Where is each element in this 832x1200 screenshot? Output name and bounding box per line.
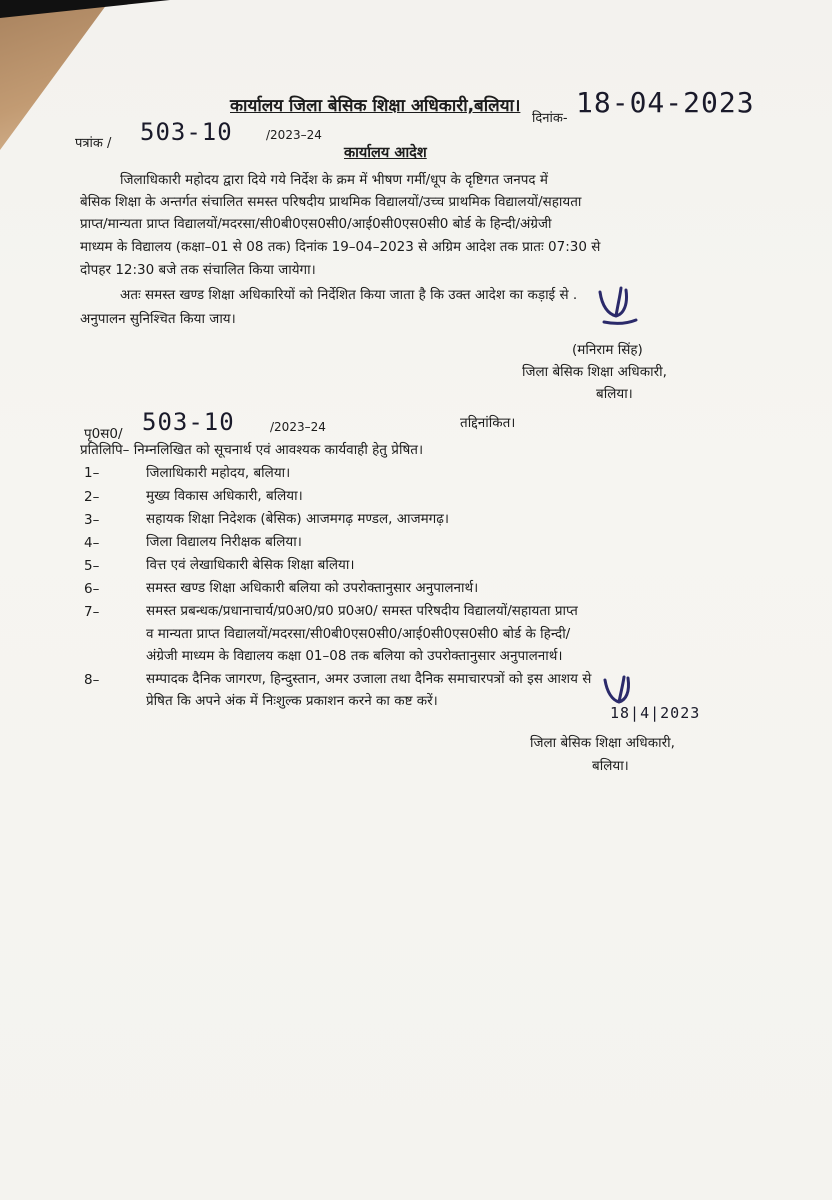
paragraph-line: बेसिक शिक्षा के अन्तर्गत संचालित समस्त परिषदीय प्राथमिक विद्यालयों/उच्च प्राथमिक विद्यालयों/सहायता bbox=[80, 194, 582, 210]
list-item-number: 3– bbox=[84, 512, 100, 528]
paragraph-line: अतः समस्त खण्ड शिक्षा अधिकारियों को निर्देशित किया जाता है कि उक्त आदेश का कड़ाई से . bbox=[120, 287, 578, 303]
date-label: दिनांक- bbox=[532, 111, 568, 126]
handwritten-date: 18-04-2023 bbox=[576, 86, 755, 119]
list-item-number: 5– bbox=[84, 558, 100, 574]
copy-ref-year: /2023–24 bbox=[270, 420, 326, 434]
paragraph-line: अनुपालन सुनिश्चित किया जाय। bbox=[80, 311, 236, 327]
list-item-text: अंग्रेजी माध्यम के विद्यालय कक्षा 01–08 तक बलिया को उपरोक्तानुसार अनुपालनार्थ। bbox=[146, 648, 563, 664]
copy-ref-label: पृ0स0/ bbox=[84, 426, 123, 442]
list-item-number: 2– bbox=[84, 489, 100, 505]
list-item-text: मुख्य विकास अधिकारी, बलिया। bbox=[146, 488, 303, 504]
paragraph-line: दोपहर 12:30 बजे तक संचालित किया जायेगा। bbox=[80, 262, 316, 278]
ref-label: पत्रांक / bbox=[75, 136, 112, 151]
office-heading: कार्यालय जिला बेसिक शिक्षा अधिकारी,बलिया। bbox=[230, 96, 521, 116]
copy-dated: तद्दिनांकित। bbox=[460, 415, 516, 431]
ref-year: /2023–24 bbox=[266, 128, 322, 142]
list-item-text: सहायक शिक्षा निदेशक (बेसिक) आजमगढ़ मण्डल, आजमगढ़। bbox=[146, 511, 449, 527]
handwritten-sign-date: 18|4|2023 bbox=[610, 704, 701, 722]
list-item-text: समस्त प्रबन्धक/प्रधानाचार्य/प्र0अ0/प्र0 प्र0अ0/ समस्त परिषदीय विद्यालयों/सहायता प्राप्त bbox=[146, 603, 578, 619]
handwritten-ref-number: 503-10 bbox=[140, 118, 233, 146]
signatory-designation: जिला बेसिक शिक्षा अधिकारी, bbox=[522, 364, 667, 380]
list-item-number: 4– bbox=[84, 535, 100, 551]
list-item-text: प्रेषित कि अपने अंक में निःशुल्क प्रकाशन करने का कष्ट करें। bbox=[146, 693, 438, 709]
list-item-number: 8– bbox=[84, 672, 100, 688]
list-item-number: 7– bbox=[84, 604, 100, 620]
copy-intro: प्रतिलिपि– निम्नलिखित को सूचनार्थ एवं आवश्यक कार्यवाही हेतु प्रेषित। bbox=[80, 442, 424, 458]
handwritten-copy-ref-number: 503-10 bbox=[142, 408, 235, 436]
list-item-text: समस्त खण्ड शिक्षा अधिकारी बलिया को उपरोक्तानुसार अनुपालनार्थ। bbox=[146, 580, 479, 596]
list-item-number: 1– bbox=[84, 465, 100, 481]
signatory-designation: जिला बेसिक शिक्षा अधिकारी, bbox=[530, 735, 675, 751]
list-item-text: व मान्यता प्राप्त विद्यालयों/मदरसा/सी0बी0एस0सी0/आई0सी0एस0सी0 बोर्ड के हिन्दी/ bbox=[146, 626, 571, 642]
signatory-place: बलिया। bbox=[596, 386, 633, 402]
signatory-place: बलिया। bbox=[592, 758, 629, 774]
list-item-number: 6– bbox=[84, 581, 100, 597]
list-item-text: सम्पादक दैनिक जागरण, हिन्दुस्तान, अमर उजाला तथा दैनिक समाचारपत्रों को इस आशय से bbox=[146, 671, 592, 687]
folded-corner bbox=[0, 0, 110, 150]
paragraph-line: माध्यम के विद्यालय (कक्षा–01 से 08 तक) दिनांक 19–04–2023 से अग्रिम आदेश तक प्रातः 07:30 से bbox=[80, 239, 601, 255]
list-item-text: जिलाधिकारी महोदय, बलिया। bbox=[146, 465, 291, 481]
signatory-name: (मनिराम सिंह) bbox=[572, 342, 643, 358]
paragraph-line: प्राप्त/मान्यता प्राप्त विद्यालयों/मदरसा/सी0बी0एस0सी0/आई0सी0एस0सी0 बोर्ड के हिन्दी/अंग्रेजी bbox=[80, 216, 552, 232]
paragraph-line: जिलाधिकारी महोदय द्वारा दिये गये निर्देश के क्रम में भीषण गर्मी/धूप के दृष्टिगत जनपद में bbox=[120, 172, 548, 188]
list-item-text: जिला विद्यालय निरीक्षक बलिया। bbox=[146, 534, 302, 550]
order-title: कार्यालय आदेश bbox=[344, 145, 427, 161]
signature-mark bbox=[594, 284, 640, 330]
list-item-text: वित्त एवं लेखाधिकारी बेसिक शिक्षा बलिया। bbox=[146, 557, 355, 573]
